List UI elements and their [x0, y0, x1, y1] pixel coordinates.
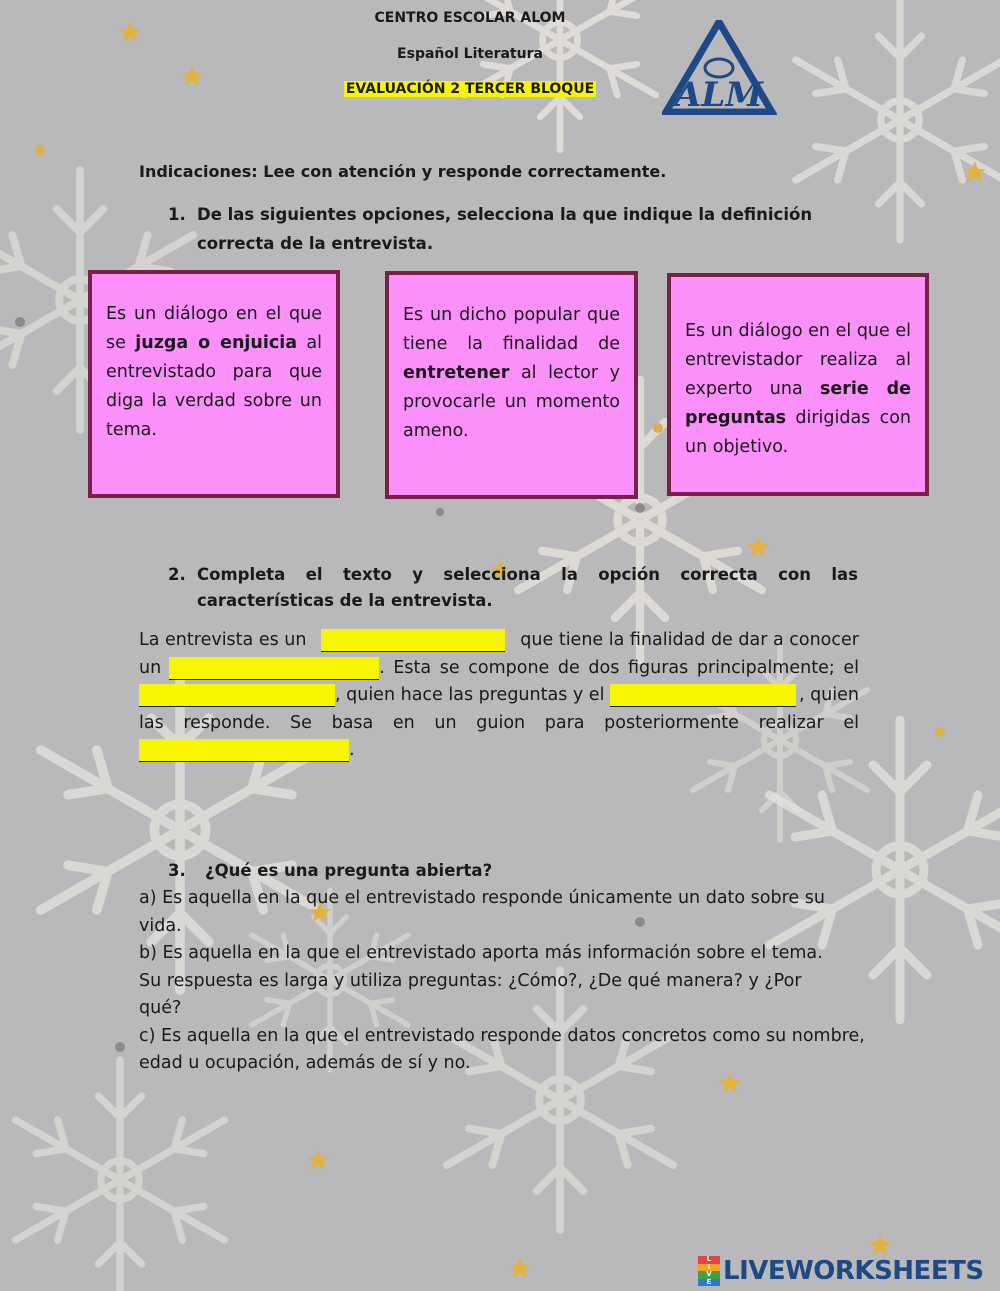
q2-fill-paragraph: La entrevista es un que tiene la finalidad de dar a conocer un . Esta se compone de dos figuras principalmente; el , quien hace las preguntas y el , quien las responde. Se basa en un guion para posteriormente realizar el . [139, 627, 859, 765]
school-name: CENTRO ESCOLAR ALOM [374, 10, 566, 26]
q1-option-2-keyword: entretener [403, 363, 510, 383]
school-logo [662, 20, 777, 115]
blank-5[interactable] [139, 739, 349, 762]
instructions: Indicaciones: Lee con atención y responde correctamente. [139, 162, 667, 181]
q3-number: 3. [168, 861, 186, 880]
q1-text [197, 200, 817, 258]
q3-option-b[interactable]: b) Es aquella en la que el entrevistado aporta más información sobre el tema. Su respuesta es larga y utiliza preguntas: ¿Cómo?, ¿De qué manera? y ¿Por qué? [139, 943, 823, 1018]
blank-2[interactable] [169, 657, 379, 680]
subject-name: Español Literatura [397, 46, 543, 62]
exam-title-text: EVALUACIÓN 2 TERCER BLOQUE [345, 81, 595, 97]
q1-option-3-keyword: serie de preguntas [685, 379, 911, 428]
q1-option-1[interactable]: Es un diálogo en el que se juzga o enjuicia al entrevistado para que diga la verdad sobre un tema. [88, 270, 340, 498]
q1-option-2[interactable]: Es un dicho popular que tiene la finalidad de entretener al lector y provocarle un momento ameno. [385, 271, 638, 499]
exam-title [270, 81, 670, 97]
q2-text [197, 560, 858, 615]
q2-number: 2. [168, 565, 186, 584]
liveworksheets-logo [698, 1256, 984, 1286]
q2-text-line1: Completa el texto y selecciona la opción correcta con las [197, 565, 858, 584]
q1-text-line2: correcta de la entrevista. [197, 234, 434, 253]
q1-option-1-keyword: juzga o enjuicia [135, 333, 298, 353]
q2-text-line2: características de la entrevista. [197, 591, 493, 610]
blank-3[interactable] [139, 684, 335, 707]
q3-question: ¿Qué es una pregunta abierta? [205, 861, 493, 880]
q3-option-c[interactable]: c) Es aquella en la que el entrevistado responde datos concretos como su nombre, edad u ocupación, además de sí y no. [139, 1025, 865, 1073]
blank-1[interactable] [321, 629, 505, 652]
q1-option-3[interactable]: Es un diálogo en el que el entrevistador realiza al experto una serie de preguntas dirigidas con un objetivo. [667, 273, 929, 496]
q3-options [139, 885, 869, 1078]
q1-number: 1. [168, 205, 186, 224]
brand-text: LIVEWORKSHEETS [723, 1256, 984, 1286]
logo-text: ALM [675, 75, 763, 115]
live-badge-icon: L I V E [698, 1256, 720, 1286]
q3-option-a[interactable]: a) Es aquella en la que el entrevistado responde únicamente un dato sobre su vida. [139, 888, 825, 936]
q1-text-line1: De las siguientes opciones, selecciona la que indique la definición [197, 205, 813, 224]
blank-4[interactable] [610, 684, 796, 707]
